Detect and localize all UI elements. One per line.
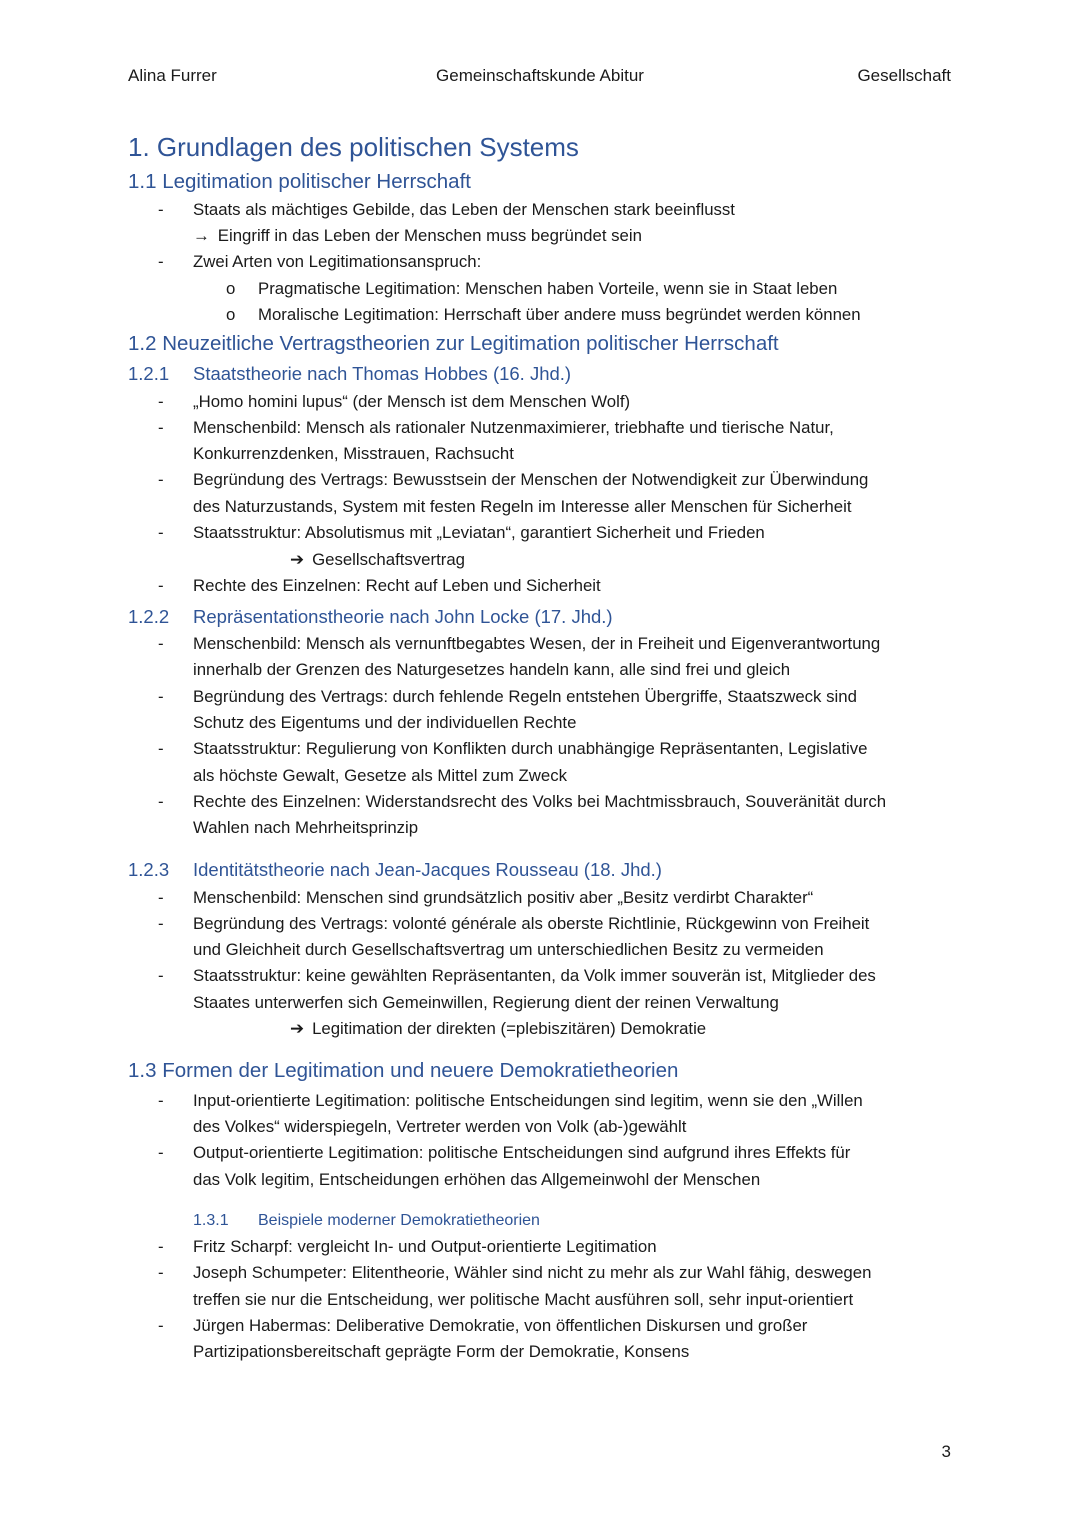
bullet-dash: - xyxy=(158,200,164,219)
arrow-line: ➔ Gesellschaftsvertrag xyxy=(290,550,466,569)
bullet-dash: - xyxy=(158,687,164,706)
text-line: Menschenbild: Mensch als vernunftbegabtes Wesen, der in Freiheit und Eigenverantwortung xyxy=(193,634,881,653)
heading-1-2-1: Staatstheorie nach Thomas Hobbes (16. Jhd.) xyxy=(193,363,572,384)
text-line: innerhalb der Grenzen des Naturgesetzes handeln kann, alle sind frei und gleich xyxy=(193,660,791,679)
heading-number: 1.2.3 xyxy=(128,859,170,880)
bullet-dash: - xyxy=(158,523,164,542)
text-line: Staatsstruktur: keine gewählten Repräsentanten, da Volk immer souverän ist, Mitglieder des xyxy=(193,966,876,985)
text-line: „Homo homini lupus“ (der Mensch ist dem Menschen Wolf) xyxy=(193,392,631,411)
header-author: Alina Furrer xyxy=(128,66,217,85)
bullet-dash: - xyxy=(158,966,164,985)
heading-1-1: 1.1 Legitimation politischer Herrschaft xyxy=(128,170,471,193)
bullet-dash: - xyxy=(158,888,164,907)
text-line: des Volkes“ widerspiegeln, Vertreter werden von Volk (ab-)gewählt xyxy=(193,1117,687,1136)
heading-1: 1. Grundlagen des politischen Systems xyxy=(128,132,579,162)
text-line: Jürgen Habermas: Deliberative Demokratie, von öffentlichen Diskursen und großer xyxy=(193,1316,808,1335)
text-line: Fritz Scharpf: vergleicht In- und Output-orientierte Legitimation xyxy=(193,1237,657,1256)
header-course: Gemeinschaftskunde Abitur xyxy=(436,66,644,85)
bullet-dash: - xyxy=(158,1143,164,1162)
text-line: Schutz des Eigentums und der individuellen Rechte xyxy=(193,713,577,732)
text-line: Staates unterwerfen sich Gemeinwillen, Regierung dient der reinen Verwaltung xyxy=(193,993,779,1012)
text-line: Staatsstruktur: Absolutismus mit „Leviatan“, garantiert Sicherheit und Frieden xyxy=(193,523,765,542)
bullet-circle-icon: o xyxy=(226,305,236,324)
bullet-dash: - xyxy=(158,576,164,595)
text-line: treffen sie nur die Entscheidung, wer politische Macht ausführen soll, sehr input-orientiert xyxy=(193,1290,854,1309)
heading-1-2-3: Identitätstheorie nach Jean-Jacques Rousseau (18. Jhd.) xyxy=(193,859,662,880)
text-line: Menschenbild: Menschen sind grundsätzlich positiv aber „Besitz verdirbt Charakter“ xyxy=(193,888,814,907)
heading-number: 1.2.2 xyxy=(128,606,170,627)
bullet-dash: - xyxy=(158,792,164,811)
text-line: Rechte des Einzelnen: Recht auf Leben und Sicherheit xyxy=(193,576,601,595)
heading-1-2-2: Repräsentationstheorie nach John Locke (17. Jhd.) xyxy=(193,606,613,627)
bullet-dash: - xyxy=(158,914,164,933)
text-line: Pragmatische Legitimation: Menschen haben Vorteile, wenn sie in Staat leben xyxy=(258,279,838,298)
text-line: Input-orientierte Legitimation: politische Entscheidungen sind legitim, wenn sie den „Willen xyxy=(193,1091,863,1110)
page-number: 3 xyxy=(941,1442,951,1461)
bullet-dash: - xyxy=(158,1263,164,1282)
bullet-dash: - xyxy=(158,418,164,437)
text-line: als höchste Gewalt, Gesetze als Mittel zum Zweck xyxy=(193,766,567,785)
text-line: Begründung des Vertrags: durch fehlende Regeln entstehen Übergriffe, Staatszweck sind xyxy=(193,687,857,706)
text-line: Begründung des Vertrags: Bewusstsein der Menschen der Notwendigkeit zur Überwindung xyxy=(193,470,869,489)
text-line: Konkurrenzdenken, Misstrauen, Rachsucht xyxy=(193,444,514,463)
heading-1-3-1: Beispiele moderner Demokratietheorien xyxy=(258,1212,540,1229)
text-line: des Naturzustands, System mit festen Regeln im Interesse aller Menschen für Sicherheit xyxy=(193,497,852,516)
header-topic: Gesellschaft xyxy=(857,66,951,85)
arrow-right-icon: ➔ xyxy=(290,550,305,569)
text-line: Joseph Schumpeter: Elitentheorie, Wähler sind nicht zu mehr als zur Wahl fähig, deswegen xyxy=(193,1263,872,1282)
heading-1-3: 1.3 Formen der Legitimation und neuere Demokratietheorien xyxy=(128,1059,679,1082)
bullet-dash: - xyxy=(158,470,164,489)
heading-1-2: 1.2 Neuzeitliche Vertragstheorien zur Legitimation politischer Herrschaft xyxy=(128,332,779,355)
text-line: Moralische Legitimation: Herrschaft über andere muss begründet werden können xyxy=(258,305,861,324)
text-line: Staats als mächtiges Gebilde, das Leben der Menschen stark beeinflusst xyxy=(193,200,735,219)
text-line: und Gleichheit durch Gesellschaftsvertrag um unterschiedlichen Besitz zu vermeiden xyxy=(193,940,824,959)
heading-number: 1.3.1 xyxy=(193,1212,229,1229)
bullet-dash: - xyxy=(158,1237,164,1256)
bullet-dash: - xyxy=(158,392,164,411)
heading-number: 1.2.1 xyxy=(128,363,170,384)
bullet-dash: - xyxy=(158,1316,164,1335)
text-line: Output-orientierte Legitimation: politische Entscheidungen sind aufgrund ihres Effekts für xyxy=(193,1143,851,1162)
arrow-line: ➔ Legitimation der direkten (=plebiszitären) Demokratie xyxy=(290,1019,707,1038)
bullet-circle-icon: o xyxy=(226,279,236,298)
text-line: Begründung des Vertrags: volonté générale als oberste Richtlinie, Rückgewinn von Freiheit xyxy=(193,914,870,933)
arrow-right-icon: → xyxy=(193,226,210,245)
text-line: Menschenbild: Mensch als rationaler Nutzenmaximierer, triebhafte und tierische Natur, xyxy=(193,418,834,437)
text-line: Wahlen nach Mehrheitsprinzip xyxy=(193,818,419,837)
bullet-dash: - xyxy=(158,1091,164,1110)
bullet-dash: - xyxy=(158,252,164,271)
text-line: Partizipationsbereitschaft geprägte Form der Demokratie, Konsens xyxy=(193,1342,690,1361)
text-line: Rechte des Einzelnen: Widerstandsrecht des Volks bei Machtmissbrauch, Souveränität durch xyxy=(193,792,887,811)
text-line: Staatsstruktur: Regulierung von Konflikten durch unabhängige Repräsentanten, Legislative xyxy=(193,739,868,758)
text-line: das Volk legitim, Entscheidungen erhöhen das Allgemeinwohl der Menschen xyxy=(193,1170,761,1189)
text-line: Zwei Arten von Legitimationsanspruch: xyxy=(193,252,482,271)
arrow-line: → Eingriff in das Leben der Menschen muss begründet sein xyxy=(193,226,642,245)
bullet-dash: - xyxy=(158,634,164,653)
bullet-dash: - xyxy=(158,739,164,758)
arrow-right-icon: ➔ xyxy=(290,1019,305,1038)
